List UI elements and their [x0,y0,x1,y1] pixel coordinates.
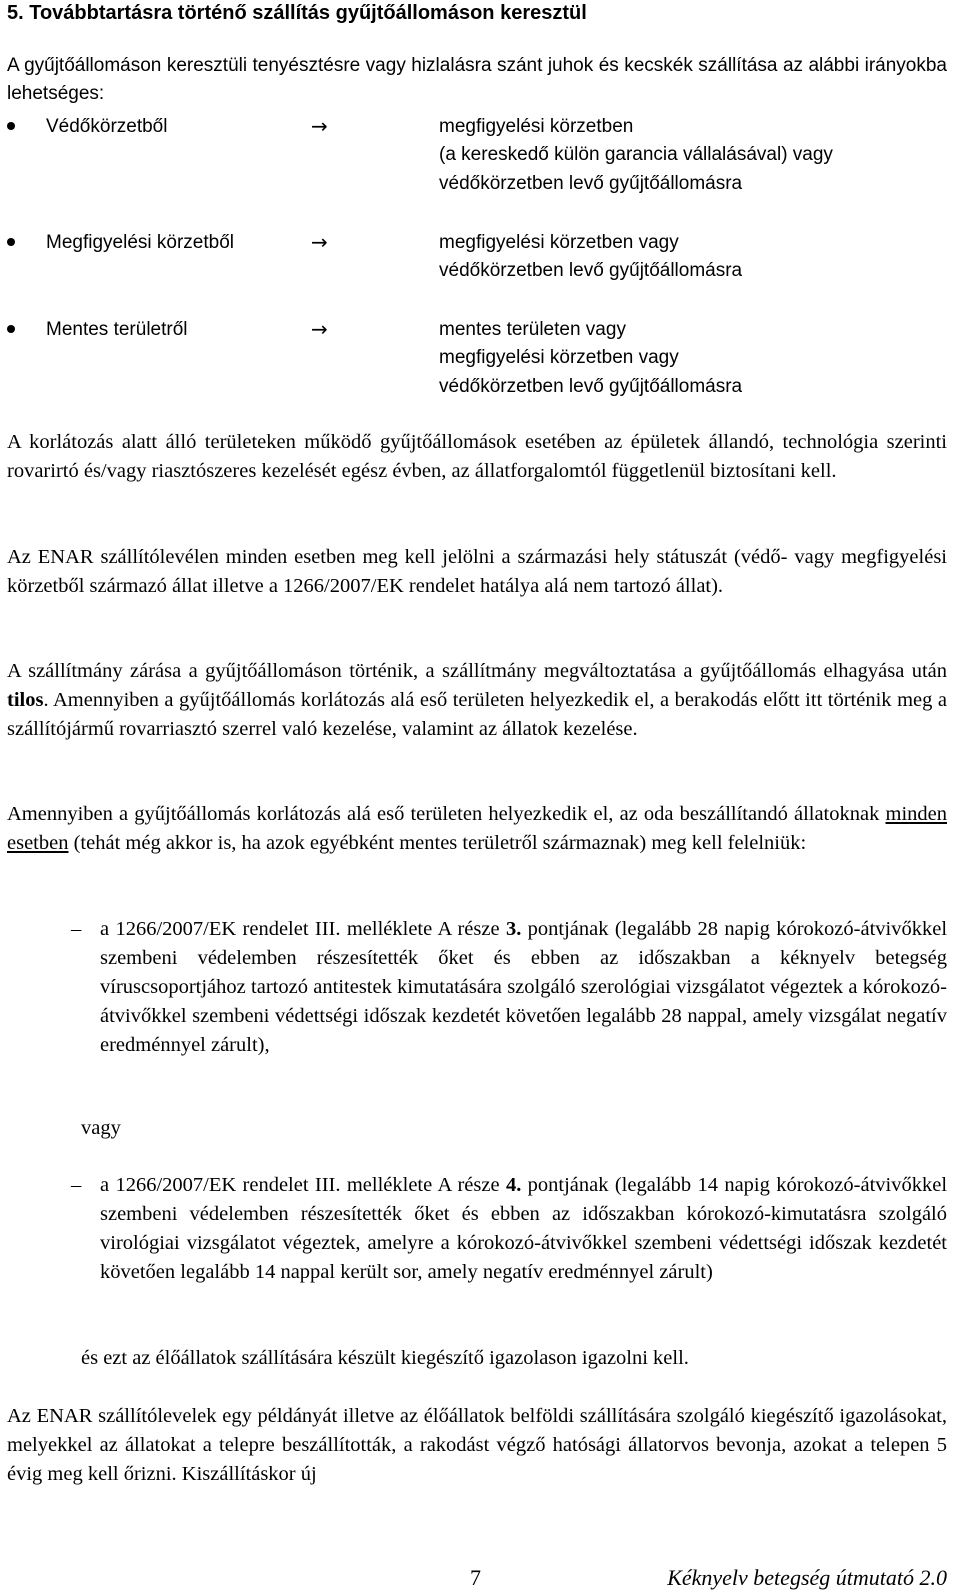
bullet-icon [7,122,15,130]
paragraph-enar-status: Az ENAR szállítólevélen minden esetben meg kell jelölni a származási hely státuszát (védő- vagy megfigyelési körzetből származó állat illetve a 1266/2007/EK rendelet hatálya alá nem tartozó állat). [7,546,947,597]
p4-text-a: Amennyiben a gyűjtőállomás korlátozás alá eső területen helyezkedik el, az oda beszállítandó állatoknak [7,803,886,825]
item2-text-a: a 1266/2007/EK rendelet III. melléklete A része [100,1174,506,1196]
section-heading: 5. Továbbtartásra történő szállítás gyűjtőállomáson keresztül [7,2,587,24]
dash-marker: – [71,918,82,940]
bullet-to-line: védőkörzetben levő gyűjtőállomásra [439,260,743,281]
item1-text-b: pontjának (legalább 28 napig kórokozó-átvivőkkel szembeni védelemben részesítették őket és ebben az időszakban a kéknyelv betegség víruscsoportjához tartozó antitestek kimutatására szolgáló szerológiai vizsgálatot végeztek a kórokozó-átvivőkkel szembeni védettségi időszak kezdetét követően legalább 28 nappal, amely vizsgálat negatív eredménnyel zárult), [100,918,948,1056]
p4-text-b: (tehát még akkor is, ha azok egyébként mentes területről származnak) meg kell felelniük: [68,832,807,854]
bullet-to-line: megfigyelési körzetben vagy [439,347,679,368]
bullet-to-line: védőkörzetben levő gyűjtőállomásra [439,173,743,194]
item2-bold: 4. [505,1174,522,1196]
bullet-from: Védőkörzetből [46,116,168,137]
page-footer [7,1561,947,1593]
closing-line: és ezt az élőállatok szállítására készült kiegészítő igazolason igazolni kell. [81,1347,689,1369]
p3-bold: tilos [7,689,44,711]
document-title: Kéknyelv betegség útmutató 2.0 [667,1565,947,1590]
bullet-from: Mentes területről [46,319,188,340]
paragraph-requirements [7,800,947,858]
bullet-from: Megfigyelési körzetből [46,232,234,253]
arrow-icon: → [311,230,328,254]
or-connector: vagy [81,1117,121,1139]
item1-bold: 3. [505,918,522,940]
p3-text-a: A szállítmány zárása a gyűjtőállomáson történik, a szállítmány megváltoztatása a gyűjtőállomás elhagyása után [7,660,947,682]
paragraph-enar-copies: Az ENAR szállítólevelek egy példányát illetve az élőállatok belföldi szállítására szolgáló kiegészítő igazolásokat, melyekkel az állatokat a telepre beszállították, a rakodást végző hatósági állatorvos bevonja, azokat a telepen 5 évig meg kell őrizni. Kiszállításkor új [7,1405,947,1485]
item2-text-b: pontjának (legalább 14 napig kórokozó-átvivőkkel szembeni védelemben részesítették őket és ebben az időszakban kórokozó-kimutatásra szolgáló virológiai vizsgálatot végeztek, amelyre a kórokozó-átvivőkkel szembeni védettségi időszak kezdetét követően legalább 14 nappal került sor, amely negatív eredménnyel zárult) [100,1174,948,1283]
bullet-item-3 [7,315,947,405]
bullet-item-1 [7,112,947,202]
p4-underline: minden esetben [7,803,947,854]
paragraph-restricted-areas: A korlátozás alatt álló területeken működő gyűjtőállomások esetében az épületek állandó, technológia szerinti rovarirtó és/vagy riasztószeres kezelését egész évben, az állatforgalomtól függetlenül biztosítani kell. [7,431,947,482]
arrow-icon: → [311,317,328,341]
list-item-text [100,915,947,1060]
bullet-icon [7,325,15,333]
arrow-icon: → [311,114,328,138]
bullet-item-2 [7,228,947,288]
p3-text-b: . Amennyiben a gyűjtőállomás korlátozás alá eső területen helyezkedik el, a berakodás előtt itt történik meg a szállítójármű rovarriasztó szerrel való kezelése, valamint az állatok kezelése. [7,689,947,740]
bullet-to-line: megfigyelési körzetben [439,116,634,137]
dash-marker: – [71,1174,82,1196]
intro-paragraph: A gyűjtőállomáson keresztüli tenyésztésre vagy hizlalásra szánt juhok és kecskék szállítása az alábbi irányokba lehetséges: [7,55,947,104]
bullet-icon [7,238,15,246]
page-number: 7 [470,1565,481,1590]
bullet-to-line: mentes területen vagy [439,319,626,340]
bullet-to-line: (a kereskedő külön garancia vállalásával) vagy [439,144,833,165]
item1-text-a: a 1266/2007/EK rendelet III. melléklete A része [100,918,506,940]
bullet-to-line: védőkörzetben levő gyűjtőállomásra [439,376,743,397]
paragraph-sealing [7,657,947,744]
list-item-text [100,1171,947,1287]
bullet-to-line: megfigyelési körzetben vagy [439,232,679,253]
